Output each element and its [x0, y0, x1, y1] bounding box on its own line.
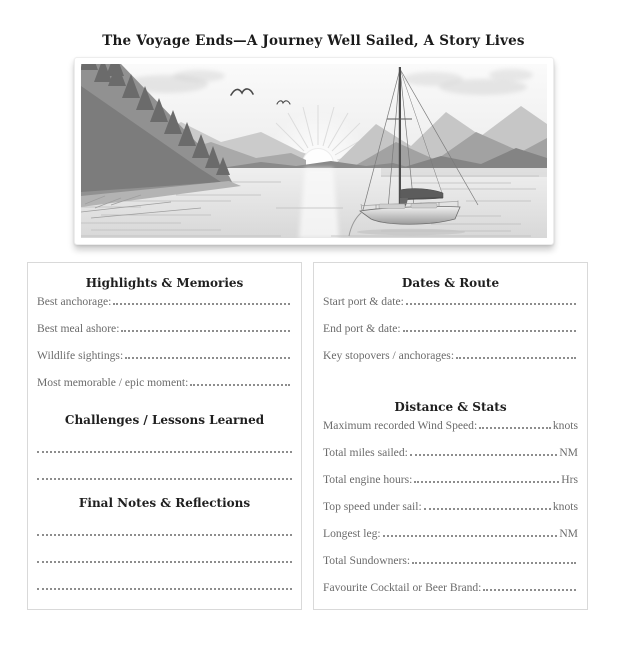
field-total-sundowners: Total Sundowners:: [323, 554, 578, 581]
write-in-line: [125, 355, 290, 359]
sailboat-sunset-sketch: [81, 64, 547, 238]
cockpit: [411, 204, 437, 209]
distance-stats-heading: Distance & Stats: [394, 400, 507, 414]
challenges-heading: Challenges / Lessons Learned: [64, 413, 265, 427]
write-in-line: [483, 587, 576, 591]
highlights-heading: Highlights & Memories: [85, 276, 244, 290]
write-in-line: [414, 479, 559, 483]
cabin: [379, 204, 405, 209]
field-best-meal: Best meal ashore:: [37, 322, 292, 349]
write-in-line: [456, 355, 576, 359]
field-end-port: End port & date:: [323, 322, 578, 349]
field-max-wind-speed: Maximum recorded Wind Speed: knots: [323, 419, 578, 432]
write-in-line: [410, 452, 557, 456]
write-in-line: [190, 382, 290, 386]
highlights-panel: [27, 262, 302, 610]
form-panels: [27, 262, 627, 610]
boat-reflection: [357, 229, 465, 235]
write-in-line: [479, 425, 551, 429]
field-epic-moment: Most memorable / epic moment:: [37, 376, 292, 403]
write-in-line: [403, 328, 576, 332]
write-in-line: [37, 542, 292, 569]
write-in-line: [412, 560, 576, 564]
write-in-line: [406, 301, 576, 305]
field-longest-leg: Longest leg: NM: [323, 527, 578, 540]
field-top-speed: Top speed under sail: knots: [323, 500, 578, 513]
mast: [398, 67, 400, 210]
field-start-port: Start port & date:: [323, 295, 578, 322]
voyage-illustration: [74, 57, 554, 245]
write-in-line: [37, 459, 292, 486]
field-favourite-drink: Favourite Cocktail or Beer Brand:: [323, 581, 578, 608]
write-in-line: [121, 328, 290, 332]
final-notes-heading: Final Notes & Reflections: [78, 496, 251, 510]
field-total-miles: Total miles sailed: NM: [323, 446, 578, 459]
write-in-line: [113, 301, 290, 305]
sun-reflection: [299, 168, 339, 238]
write-in-line: [424, 506, 551, 510]
field-wildlife: Wildlife sightings:: [37, 349, 292, 376]
field-best-anchorage: Best anchorage:: [37, 295, 292, 322]
dates-stats-panel: [313, 262, 588, 610]
dates-route-heading: Dates & Route: [401, 276, 500, 290]
write-in-line: [37, 432, 292, 459]
field-engine-hours: Total engine hours: Hrs: [323, 473, 578, 486]
field-stopovers: Key stopovers / anchorages:: [323, 349, 578, 376]
write-in-line: [37, 515, 292, 542]
write-in-line: [37, 569, 292, 596]
page-title: The Voyage Ends—A Journey Well Sailed, A Story Lives: [102, 33, 525, 49]
write-in-line: [383, 533, 558, 537]
